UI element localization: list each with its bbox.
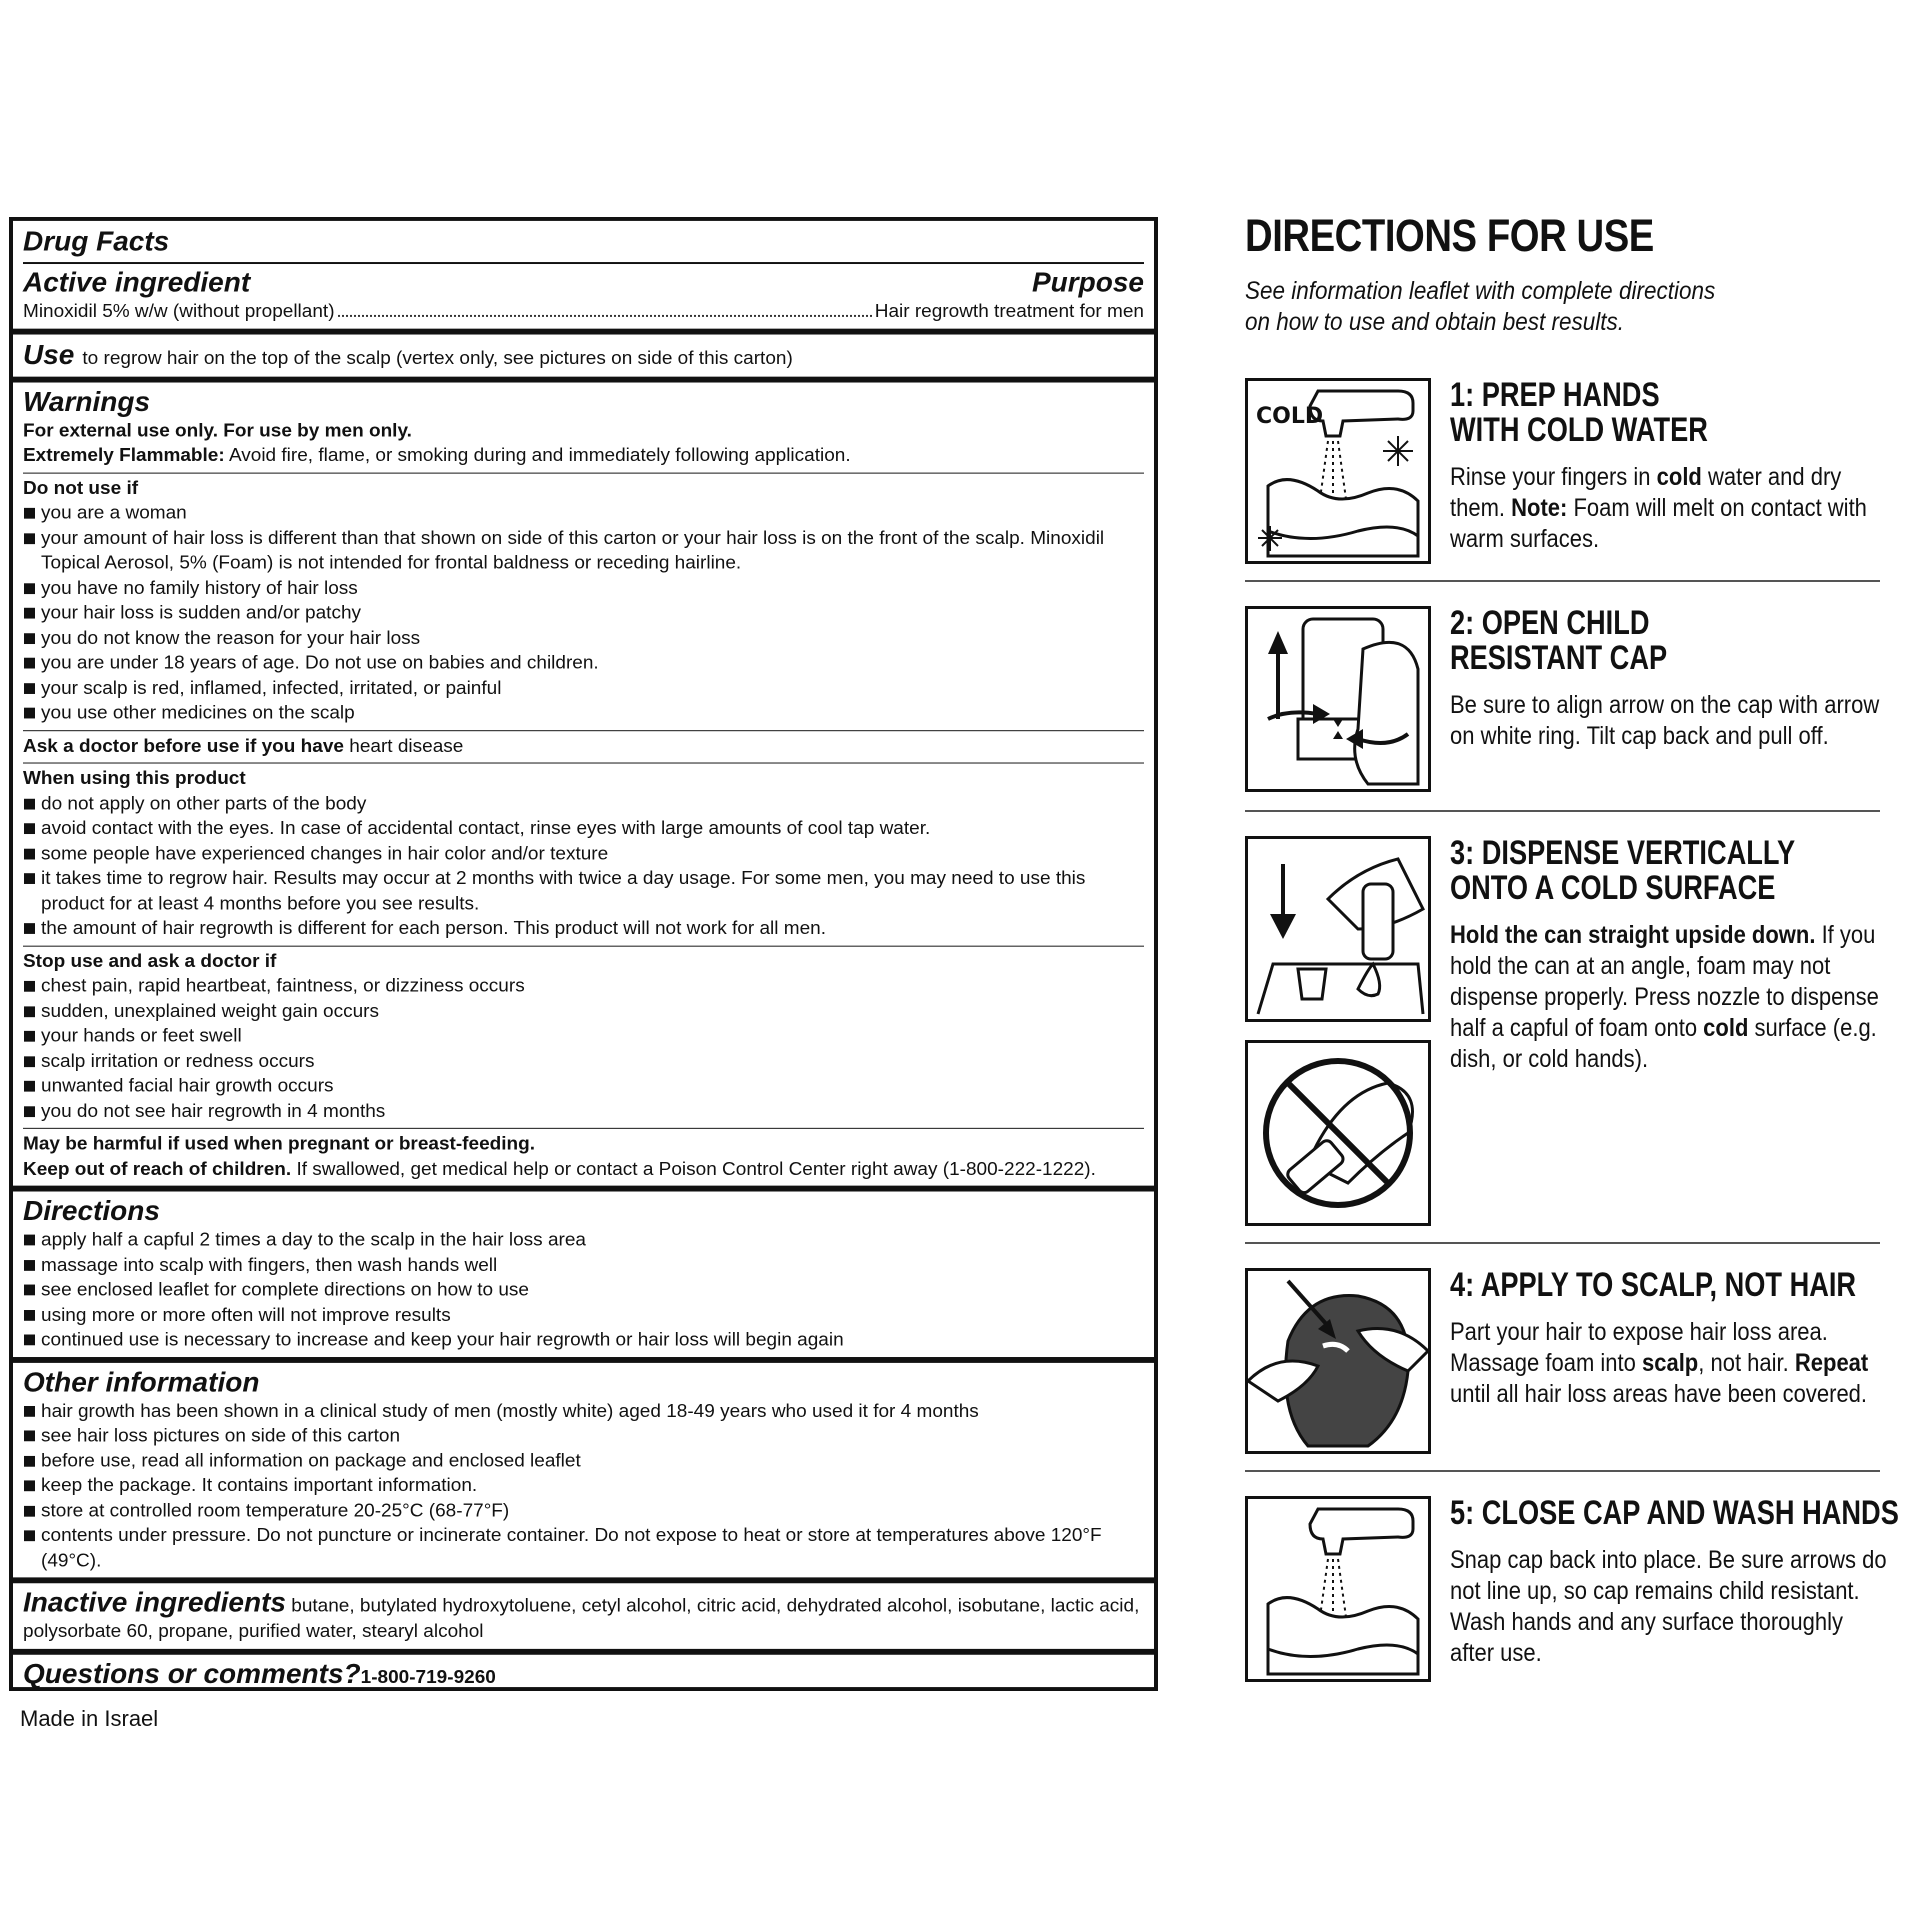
other-info-list: [23, 1399, 1144, 1574]
list-item: you are a woman: [23, 501, 1144, 526]
no-angle-dispense-icon: [1245, 1040, 1431, 1226]
drug-facts-title: Drug Facts: [23, 225, 170, 257]
cold-water-hands-icon: [1245, 378, 1431, 564]
ask-doctor-line: Ask a doctor before use if you have heart disease: [23, 735, 464, 757]
list-item: massage into scalp with fingers, then wash hands well: [23, 1253, 1144, 1278]
list-item: store at controlled room temperature 20-25°C (68-77°F): [23, 1499, 1144, 1524]
step-4-text: Part your hair to expose hair loss area. Massage foam into scalp, not hair. Repeat until all hair loss areas have been covered.: [1450, 1318, 1869, 1408]
list-item: you use other medicines on the scalp: [23, 701, 1144, 726]
list-item: apply half a capful 2 times a day to the scalp in the hair loss area: [23, 1228, 1144, 1253]
directions-subtitle: See information leaflet with complete directions on how to use and obtain best results.: [1245, 277, 1716, 336]
directions-list: [23, 1228, 1144, 1353]
list-item: your hair loss is sudden and/or patchy: [23, 601, 1144, 626]
directions-title: DIRECTIONS FOR USE: [1245, 210, 1654, 261]
keep-out-warning: Keep out of reach of children. If swallowed, get medical help or contact a Poison Control Center right away (1-800-222-1222).: [23, 1158, 1096, 1180]
use-heading: Use: [23, 338, 75, 370]
list-item: continued use is necessary to increase and keep your hair regrowth or hair loss will begin again: [23, 1328, 1144, 1353]
step-3-heading: 3: DISPENSE VERTICALLY ONTO A COLD SURFACE: [1450, 834, 1796, 907]
step-5-heading: 5: CLOSE CAP AND WASH HANDS: [1450, 1494, 1899, 1532]
list-item: scalp irritation or redness occurs: [23, 1049, 1144, 1074]
pregnancy-warning: May be harmful if used when pregnant or breast-feeding.: [23, 1133, 536, 1155]
list-item: you have no family history of hair loss: [23, 576, 1144, 601]
list-item: sudden, unexplained weight gain occurs: [23, 999, 1144, 1024]
dispense-vertical-icon: [1245, 836, 1431, 1022]
list-item: using more or more often will not improve results: [23, 1303, 1144, 1328]
do-not-use-list: [23, 501, 1144, 726]
list-item: hair growth has been shown in a clinical study of men (mostly white) aged 18-49 years who used it for 4 months: [23, 1399, 1144, 1424]
inactive-ingredients: Inactive ingredients butane, butylated hydroxytoluene, cetyl alcohol, citric acid, dehydrated alcohol, isobutane, lactic acid, polysorbate 60, propane, purified water, stearyl alcohol: [23, 1587, 1140, 1643]
made-in-country: Made in Israel: [20, 1706, 159, 1731]
external-use-warning: For external use only. For use by men only.: [23, 420, 412, 441]
list-item: avoid contact with the eyes. In case of accidental contact, rinse eyes with large amounts of cool tap water.: [23, 816, 1144, 841]
list-item: contents under pressure. Do not puncture or incinerate container. Do not expose to heat or store at temperatures above 120°F (49°C).: [23, 1524, 1144, 1574]
apply-scalp-icon: [1245, 1268, 1431, 1454]
list-item: your scalp is red, inflamed, infected, irritated, or painful: [23, 676, 1144, 701]
step-5-text: Snap cap back into place. Be sure arrows do not line up, so cap remains child resistant. Wash hands and any surface thoroughly after use.: [1450, 1546, 1887, 1667]
active-ingredient: Minoxidil 5% w/w (without propellant): [23, 301, 335, 322]
when-using-list: [23, 791, 1144, 941]
list-item: your hands or feet swell: [23, 1024, 1144, 1049]
leader-dots: [338, 315, 872, 317]
step-1-heading: 1: PREP HANDS WITH COLD WATER: [1450, 376, 1708, 449]
list-item: keep the package. It contains important information.: [23, 1474, 1144, 1499]
stop-use-heading: Stop use and ask a doctor if: [23, 951, 277, 972]
step-4-heading: 4: APPLY TO SCALP, NOT HAIR: [1450, 1266, 1857, 1304]
divider: [1245, 810, 1880, 812]
list-item: it takes time to regrow hair. Results may occur at 2 months with twice a day usage. For some men, you may need to use this product for at least 4 months before you see results.: [23, 866, 1144, 916]
list-item: you are under 18 years of age. Do not use on babies and children.: [23, 651, 1144, 676]
purpose-text: Hair regrowth treatment for men: [874, 301, 1144, 322]
list-item: chest pain, rapid heartbeat, faintness, or dizziness occurs: [23, 974, 1144, 999]
list-item: before use, read all information on package and enclosed leaflet: [23, 1449, 1144, 1474]
when-using-heading: When using this product: [23, 768, 246, 789]
list-item: unwanted facial hair growth occurs: [23, 1074, 1144, 1099]
divider: [1245, 1242, 1880, 1244]
directions-heading: Directions: [23, 1195, 160, 1226]
step-3-text: Hold the can straight upside down. If you hold the can at an angle, foam may not dispense properly. Press nozzle to dispense half a capful of foam onto cold surface (e.g. dish, or cold hands).: [1450, 921, 1879, 1073]
flammable-warning: Extremely Flammable: Avoid fire, flame, or smoking during and immediately following application.: [23, 445, 851, 466]
list-item: some people have experienced changes in hair color and/or texture: [23, 841, 1144, 866]
questions-line: Questions or comments?1-800-719-9260: [23, 1658, 496, 1689]
other-info-heading: Other information: [23, 1366, 260, 1397]
active-ingredient-heading: Active ingredient: [23, 266, 251, 298]
warnings-heading: Warnings: [23, 385, 151, 417]
list-item: your amount of hair loss is different than that shown on side of this carton or your hair loss is on the front of the scalp. Minoxidil Topical Aerosol, 5% (Foam) is not intended for frontal baldness or receding hairline.: [23, 526, 1144, 576]
use-text: to regrow hair on the top of the scalp (vertex only, see pictures on side of this carton): [82, 347, 793, 369]
divider: [1245, 1470, 1880, 1472]
purpose-heading: Purpose: [1031, 266, 1144, 298]
divider: [1245, 580, 1880, 582]
step-2-text: Be sure to align arrow on the cap with arrow on white ring. Tilt cap back and pull off.: [1450, 691, 1880, 750]
step-1-text: Rinse your fingers in cold water and dry them. Note: Foam will melt on contact with warm surfaces.: [1450, 463, 1867, 553]
stop-use-list: [23, 974, 1144, 1124]
wash-hands-icon: [1245, 1496, 1431, 1682]
list-item: see enclosed leaflet for complete directions on how to use: [23, 1278, 1144, 1303]
open-cap-icon: [1245, 606, 1431, 792]
list-item: the amount of hair regrowth is different for each person. This product will not work for all men.: [23, 916, 1144, 941]
drug-facts-panel: [9, 217, 1158, 1691]
list-item: you do not see hair regrowth in 4 months: [23, 1099, 1144, 1124]
step-2-heading: 2: OPEN CHILD RESISTANT CAP: [1450, 604, 1668, 677]
list-item: you do not know the reason for your hair loss: [23, 626, 1144, 651]
cold-label: COLD: [1256, 404, 1324, 429]
do-not-use-heading: Do not use if: [23, 478, 139, 499]
list-item: do not apply on other parts of the body: [23, 791, 1144, 816]
list-item: see hair loss pictures on side of this carton: [23, 1424, 1144, 1449]
directions-for-use-panel: [1245, 210, 1899, 1667]
